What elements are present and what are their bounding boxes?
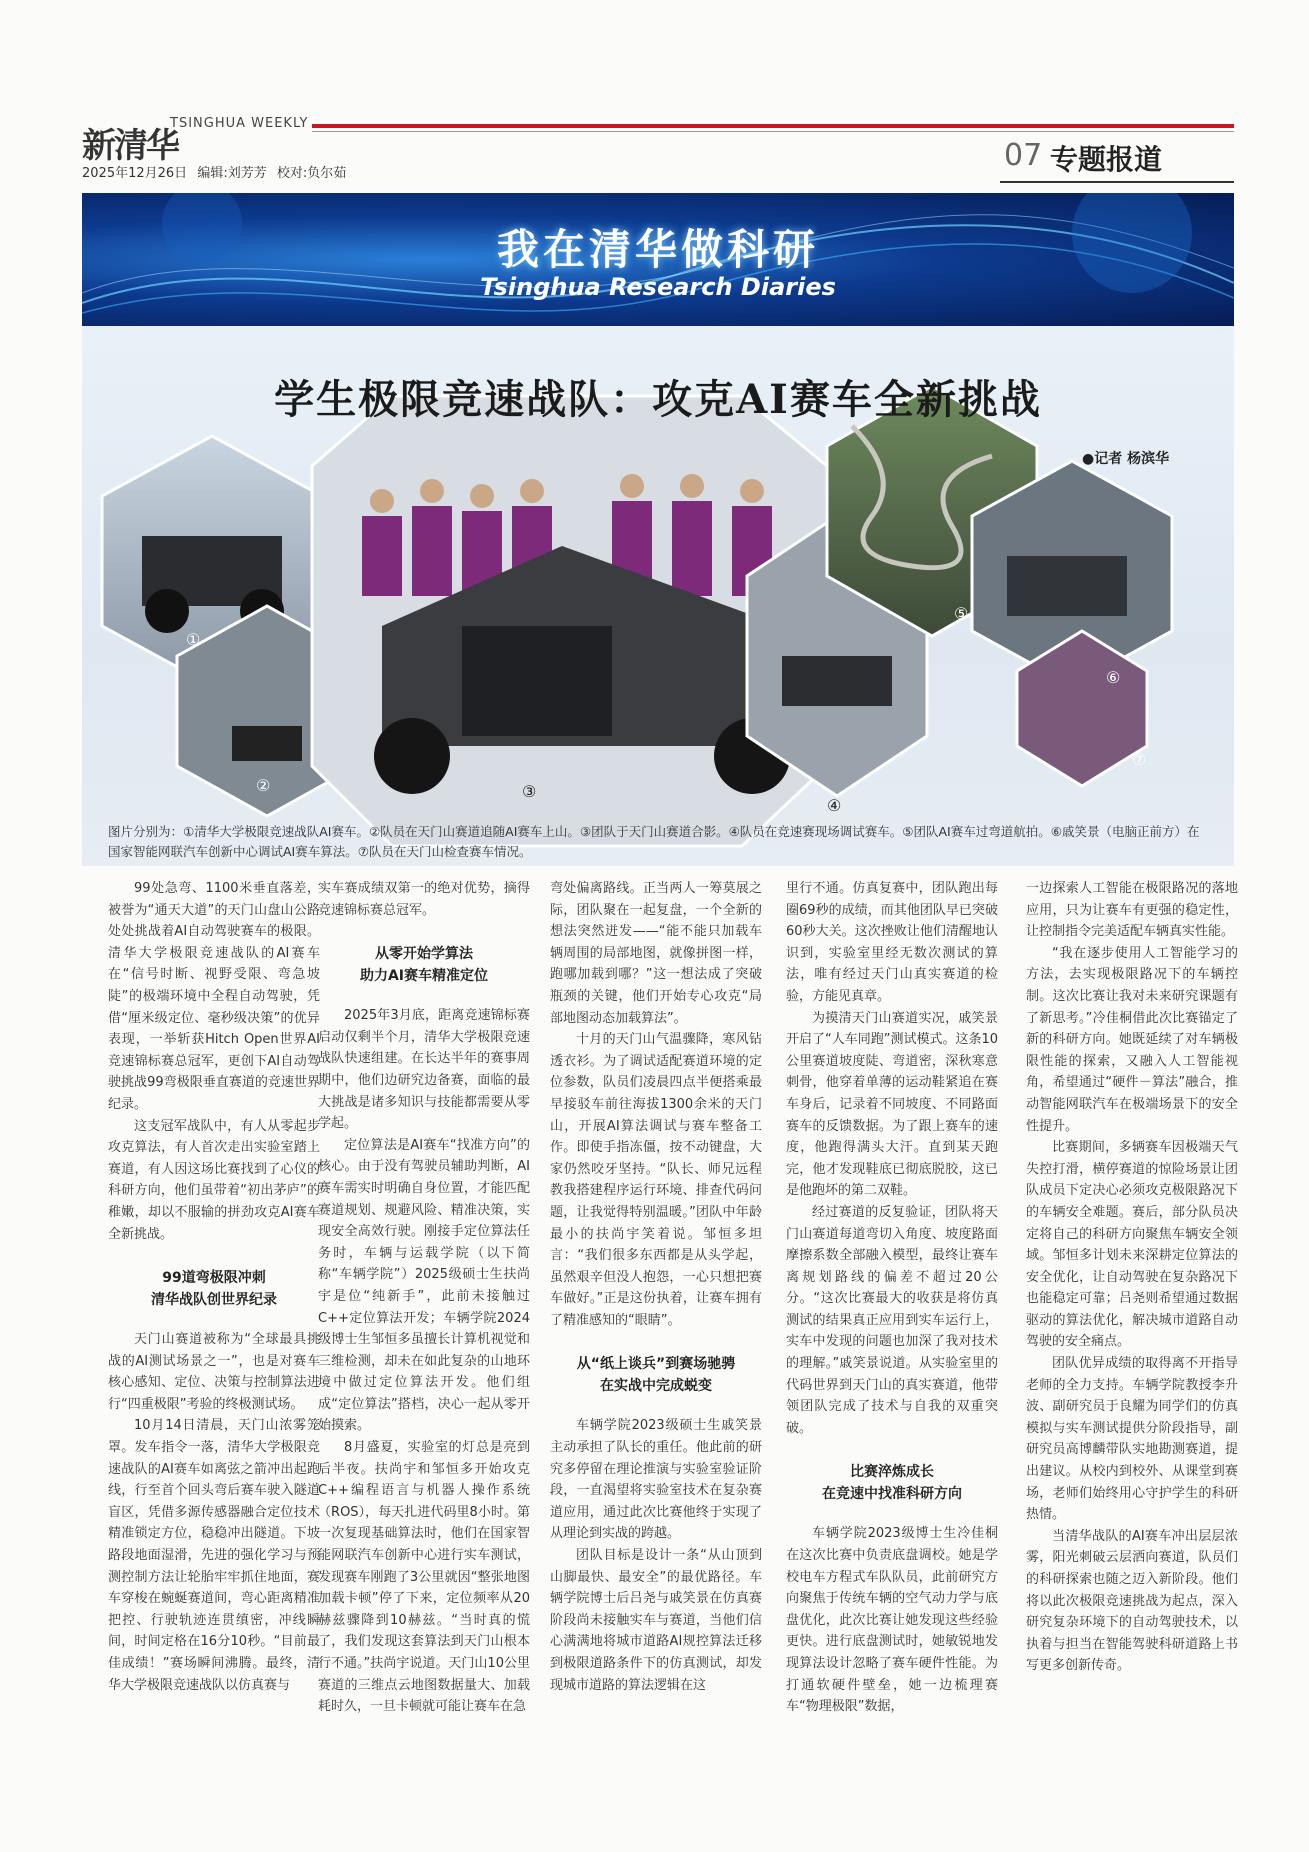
paragraph: 车辆学院2023级硕士生戚笑景主动承担了队长的重任。他此前的研究多停留在理论推演与实验室验证阶段，一直渴望将实验室技术在复杂赛道应用，通过此次比赛他终于实现了从理论到实战的跨越。 bbox=[550, 1418, 762, 1542]
photo-label-2: ② bbox=[256, 776, 271, 795]
red-rule bbox=[312, 124, 1234, 128]
photo-label-5: ⑤ bbox=[954, 604, 969, 623]
column-banner bbox=[82, 193, 1234, 326]
issue-date: 2025年12月26日 bbox=[82, 166, 188, 181]
paragraph: 经过赛道的反复验证，团队将天门山赛道每道弯切入角度、坡度路面摩擦系数全部融入模型，最终让赛车离规划路线的偏差不超过20公分。“这次比赛最大的收获是将仿真测试的结果真正应用到实车运行上，实车中发现的问题也加深了我对技术的理解。”戚笑景说道。从实验室里的代码世界到天门山的真实赛道，他带领团队完成了技术与自我的双重突破。 bbox=[786, 1204, 998, 1436]
paragraph: 天门山赛道被称为“全球最具挑战的AI测试场景之一”，也是对赛车核心感知、定位、决策与控制算法进行“四重极限”考验的终极测试场。 bbox=[108, 1332, 320, 1412]
paragraph: 当清华战队的AI赛车冲出层层浓雾，阳光刺破云层洒向赛道，队员们的科研探索也随之迈入新阶段。他们将以此次极限竞速挑战为起点，深入研究复杂环境下的自动驾驶技术，以执着与担当在智能驾驶科研道路上书写更多创新传奇。 bbox=[1026, 1528, 1238, 1674]
article-body bbox=[82, 878, 1238, 1838]
photo-label-6: ⑥ bbox=[1106, 668, 1121, 687]
paragraph: 定位算法是AI赛车“找准方向”的核心。由于没有驾驶员辅助判断，AI赛车需实时明确自身位置，才能匹配赛道规划、规避风险、精准决策，实现安全高效行驶。刚接手定位算法任务时，车辆与运载学院（以下简称“车辆学院”）2025级硕士生扶尚宇是位“纯新手”，此前未接触过C++定位算法开发；车辆学院2024级博士生邹恒多虽擅长计算机视觉和三维检测，却未在如此复杂的山地环境中做过定位算法开发。他们组成“定位算法”搭档，决心一起从零开始摸索。 bbox=[318, 1137, 530, 1434]
paragraph: 10月14日清晨，天门山浓雾笼罩。发车指令一落，清华大学极限竞速战队的AI赛车如离弦之箭冲出起跑线，行至首个回头弯后赛车驶入隧道盲区，凭借多源传感器融合定位技术精准锁定方位，稳稳冲出隧道。下坡路段地面湿滑，先进的强化学习与预测控制方法让轮胎牢牢抓住地面，赛车穿梭在蜿蜒赛道间，弯心距离精准把控、行驶轨迹连贯缜密，冲线瞬间，时间定格在16分10秒。“目前最佳成绩！”赛场瞬间沸腾。最终，清华大学极限竞速战队以仿真赛与 bbox=[108, 1418, 320, 1693]
article-byline: ●记者 杨滨华 bbox=[1082, 451, 1170, 467]
grey-rule bbox=[312, 131, 1234, 132]
banner-title-cn: 我在清华做科研 bbox=[496, 225, 819, 274]
editor: 编辑:刘芳芳 bbox=[197, 166, 267, 181]
photo-label-4: ④ bbox=[827, 796, 842, 815]
banner-title-en: Tsinghua Research Diaries bbox=[480, 273, 836, 301]
section-rule bbox=[1000, 181, 1234, 183]
paragraph: 这支冠军战队中，有人从零起步攻克算法，有人首次走出实验室踏上赛道，有人因这场比赛找到了心仪的科研方向，他们虽带着“初出茅庐”的稚嫩，却以不服输的拼劲攻克AI赛车全新挑战。 bbox=[108, 1118, 320, 1242]
paragraph: 一边探索人工智能在极限路况的落地应用，只为让赛车有更强的稳定性，让控制指令完美适配车辆真实性能。 bbox=[1026, 881, 1238, 940]
photo-label-1: ① bbox=[186, 630, 201, 649]
paragraph: 8月盛夏，实验室的灯总是亮到后半夜。扶尚宇和邹恒多开始攻克C++编程语言与机器人操作系统（ROS），每天扎进代码里8小时。第一次复现基础算法时，他们在国家智能网联汽车创新中心进行实车测试，发现赛车刚跑了3公里就因“整张地图加载卡顿”停了下来，定位频率从20赫兹骤降到10赫兹。“当时真的慌了，我们发现这套算法到天门山根本行不通。”扶尚宇说道。天门山10公里赛道的三维点云地图数据量大、加载耗时久，一旦卡顿就可能让赛车在急 bbox=[318, 1440, 530, 1715]
section-title: 专题报道 bbox=[1050, 143, 1163, 176]
paragraph: 团队优异成绩的取得离不开指导老师的全力支持。车辆学院教授李升波、副研究员于良耀为同学们的仿真模拟与实车测试提供分阶段指导，副研究员高博麟带队实地勘测赛道，提出建议。从校内到校外、从课堂到赛场，老师们始终用心守护学生的科研热情。 bbox=[1026, 1356, 1238, 1523]
hero-photo-collage bbox=[82, 326, 1234, 866]
photo-label-7: ⑦ bbox=[1132, 750, 1147, 769]
paragraph: 2025年3月底，距离竞速锦标赛启动仅剩半个月，清华大学极限竞速战队快速组建。在长达半年的赛事周期中，他们边研究边备赛，面临的最大挑战是诸多知识与技能都需要从零学起。 bbox=[318, 1008, 530, 1132]
paragraph: “我在逐步使用人工智能学习的方法，去实现极限路况下的车辆控制。这次比赛让我对未来研究课题有了新思考。”冷佳桐借此次比赛锚定了新的科研方向。她既延续了对车辆极限性能的探索，又融入人工智能视角，希望通过“硬件－算法”融合，推动智能网联汽车在极端场景下的安全性提升。 bbox=[1026, 945, 1238, 1134]
paragraph: 车辆学院2023级博士生冷佳桐在这次比赛中负责底盘调校。她是学校电车方程式车队队员，此前研究方向聚焦于传统车辆的空气动力学与底盘优化，此次比赛让她发现这些经验更快。进行底盘测试时，她敏锐地发现算法设计忽略了赛车硬件性能。为打通软硬件壁垒，她一边梳理赛车“物理极限”数据， bbox=[786, 1526, 998, 1715]
subheading: 从零开始学算法 助力AI赛车精准定位 bbox=[359, 946, 489, 985]
paragraph: 为摸清天门山赛道实况，戚笑景开启了“人车同跑”测试模式。这条10公里赛道坡度陡、弯道密，深秋寒意刺骨，他穿着单薄的运动鞋紧追在赛车身后，记录着不同坡度、不同路面赛车的反馈数据。为了跟上赛车的速度，他跑得满头大汗。直到某天跑完，他才发现鞋底已彻底脱胶，这已是他跑坏的第二双鞋。 bbox=[786, 1010, 998, 1199]
subheading: 从“纸上谈兵”到赛场驰骋 在实战中完成蜕变 bbox=[576, 1356, 736, 1395]
article-headline: 学生极限竞速战队：攻克AI赛车全新挑战 bbox=[274, 376, 1042, 423]
newspaper-english-name: TSINGHUA WEEKLY bbox=[170, 116, 309, 131]
paragraph: 团队目标是设计一条“从山顶到山脚最快、最安全”的最优路径。车辆学院博士后吕尧与戚笑景在仿真赛阶段尚未接触实车与赛道，当他们信心满满地将城市道路AI规控算法迁移到极限道路条件下的仿真测试，却发现城市道路的算法逻辑在这 bbox=[550, 1548, 762, 1693]
column-1 bbox=[108, 878, 320, 1838]
paragraph: 十月的天门山气温骤降，寒风钻透衣衫。为了调试适配赛道环境的定位参数，队员们凌晨四点半便搭乘最早接驳车前往海拔1300余米的天门山，开展AI算法调试与赛车整备工作。即使手指冻僵，按不动键盘，大家仍然咬牙坚持。“队长、师兄远程教我搭建程序运行环境、排查代码问题，让我觉得特别温暖。”团队中年龄最小的扶尚宇笑着说。邹恒多坦言：“我们很多东西都是从头学起，虽然艰辛但没人抱怨，一心只想把赛车做好。”正是这份执着，让赛车拥有了精准感知的“眼睛”。 bbox=[550, 1032, 762, 1328]
page-number: 07 bbox=[1004, 138, 1043, 173]
proofreader: 校对:负尔茹 bbox=[276, 166, 347, 181]
subheading: 99道弯极限冲刺 清华战队创世界纪录 bbox=[151, 1270, 277, 1309]
column-2 bbox=[318, 878, 530, 1838]
photo-label-3: ③ bbox=[522, 782, 537, 801]
column-5 bbox=[1026, 878, 1238, 1838]
paragraph: 99处急弯、1100米垂直落差，被誉为“通天大道”的天门山盘山公路处处挑战着AI自动驾驶赛车的极限。清华大学极限竞速战队的AI赛车在“信号时断、视野受限、弯急坡陡”的极端环境中全程自动驾驶，凭借“厘米级定位、毫秒级决策”的优异表现，一举斩获Hitch Open世界AI竞速锦标赛总冠军，更创下AI自动驾驶挑战99弯极限垂直赛道的竞速世界纪录。 bbox=[108, 881, 320, 1112]
subheading: 比赛淬炼成长 在竞速中找准科研方向 bbox=[822, 1464, 962, 1503]
paragraph: 比赛期间，多辆赛车因极端天气失控打滑，横停赛道的惊险场景让团队成员下定决心必须攻克极限路况下的车辆安全难题。赛后，部分队员决定将自己的科研方向聚焦车辆安全领域。邹恒多计划未来深耕定位算法的安全优化，让自动驾驶在复杂路况下也能稳定可靠；吕尧则希望通过数据驱动的算法优化，解决城市道路自动驾驶的安全痛点。 bbox=[1026, 1140, 1238, 1350]
column-4 bbox=[786, 878, 998, 1838]
column-3 bbox=[550, 878, 762, 1838]
paragraph: 里行不通。仿真复赛中，团队跑出每圈69秒的成绩，而其他团队早已突破60秒大关。这次挫败让他们清醒地认识到，实验室里经无数次测试的算法，唯有经过天门山真实赛道的检验，方能见真章。 bbox=[786, 881, 998, 1004]
paragraph: 弯处偏离路线。正当两人一筹莫展之际，团队聚在一起复盘，一个全新的想法突然迸发——“能不能只加载车辆周围的局部地图，就像拼图一样，跑哪加载到哪？”这一想法成了突破瓶颈的关键，他们开始专心攻克“局部地图动态加载算法”。 bbox=[550, 881, 762, 1026]
paragraph: 实车赛成绩双第一的绝对优势，摘得竞速锦标赛总冠军。 bbox=[318, 881, 530, 918]
photo-caption: 图片分别为：①清华大学极限竞速战队AI赛车。②队员在天门山赛道追随AI赛车上山。③团队于天门山赛道合影。④队员在竞速赛现场调试赛车。⑤团队AI赛车过弯道航拍。⑥戚笑景（电脑正前方）在国家智能网联汽车创新中心调试AI赛车算法。⑦队员在天门山检查赛车情况。 bbox=[108, 824, 1200, 859]
newspaper-logo: 新清华 bbox=[82, 126, 178, 166]
dateline bbox=[82, 162, 346, 181]
